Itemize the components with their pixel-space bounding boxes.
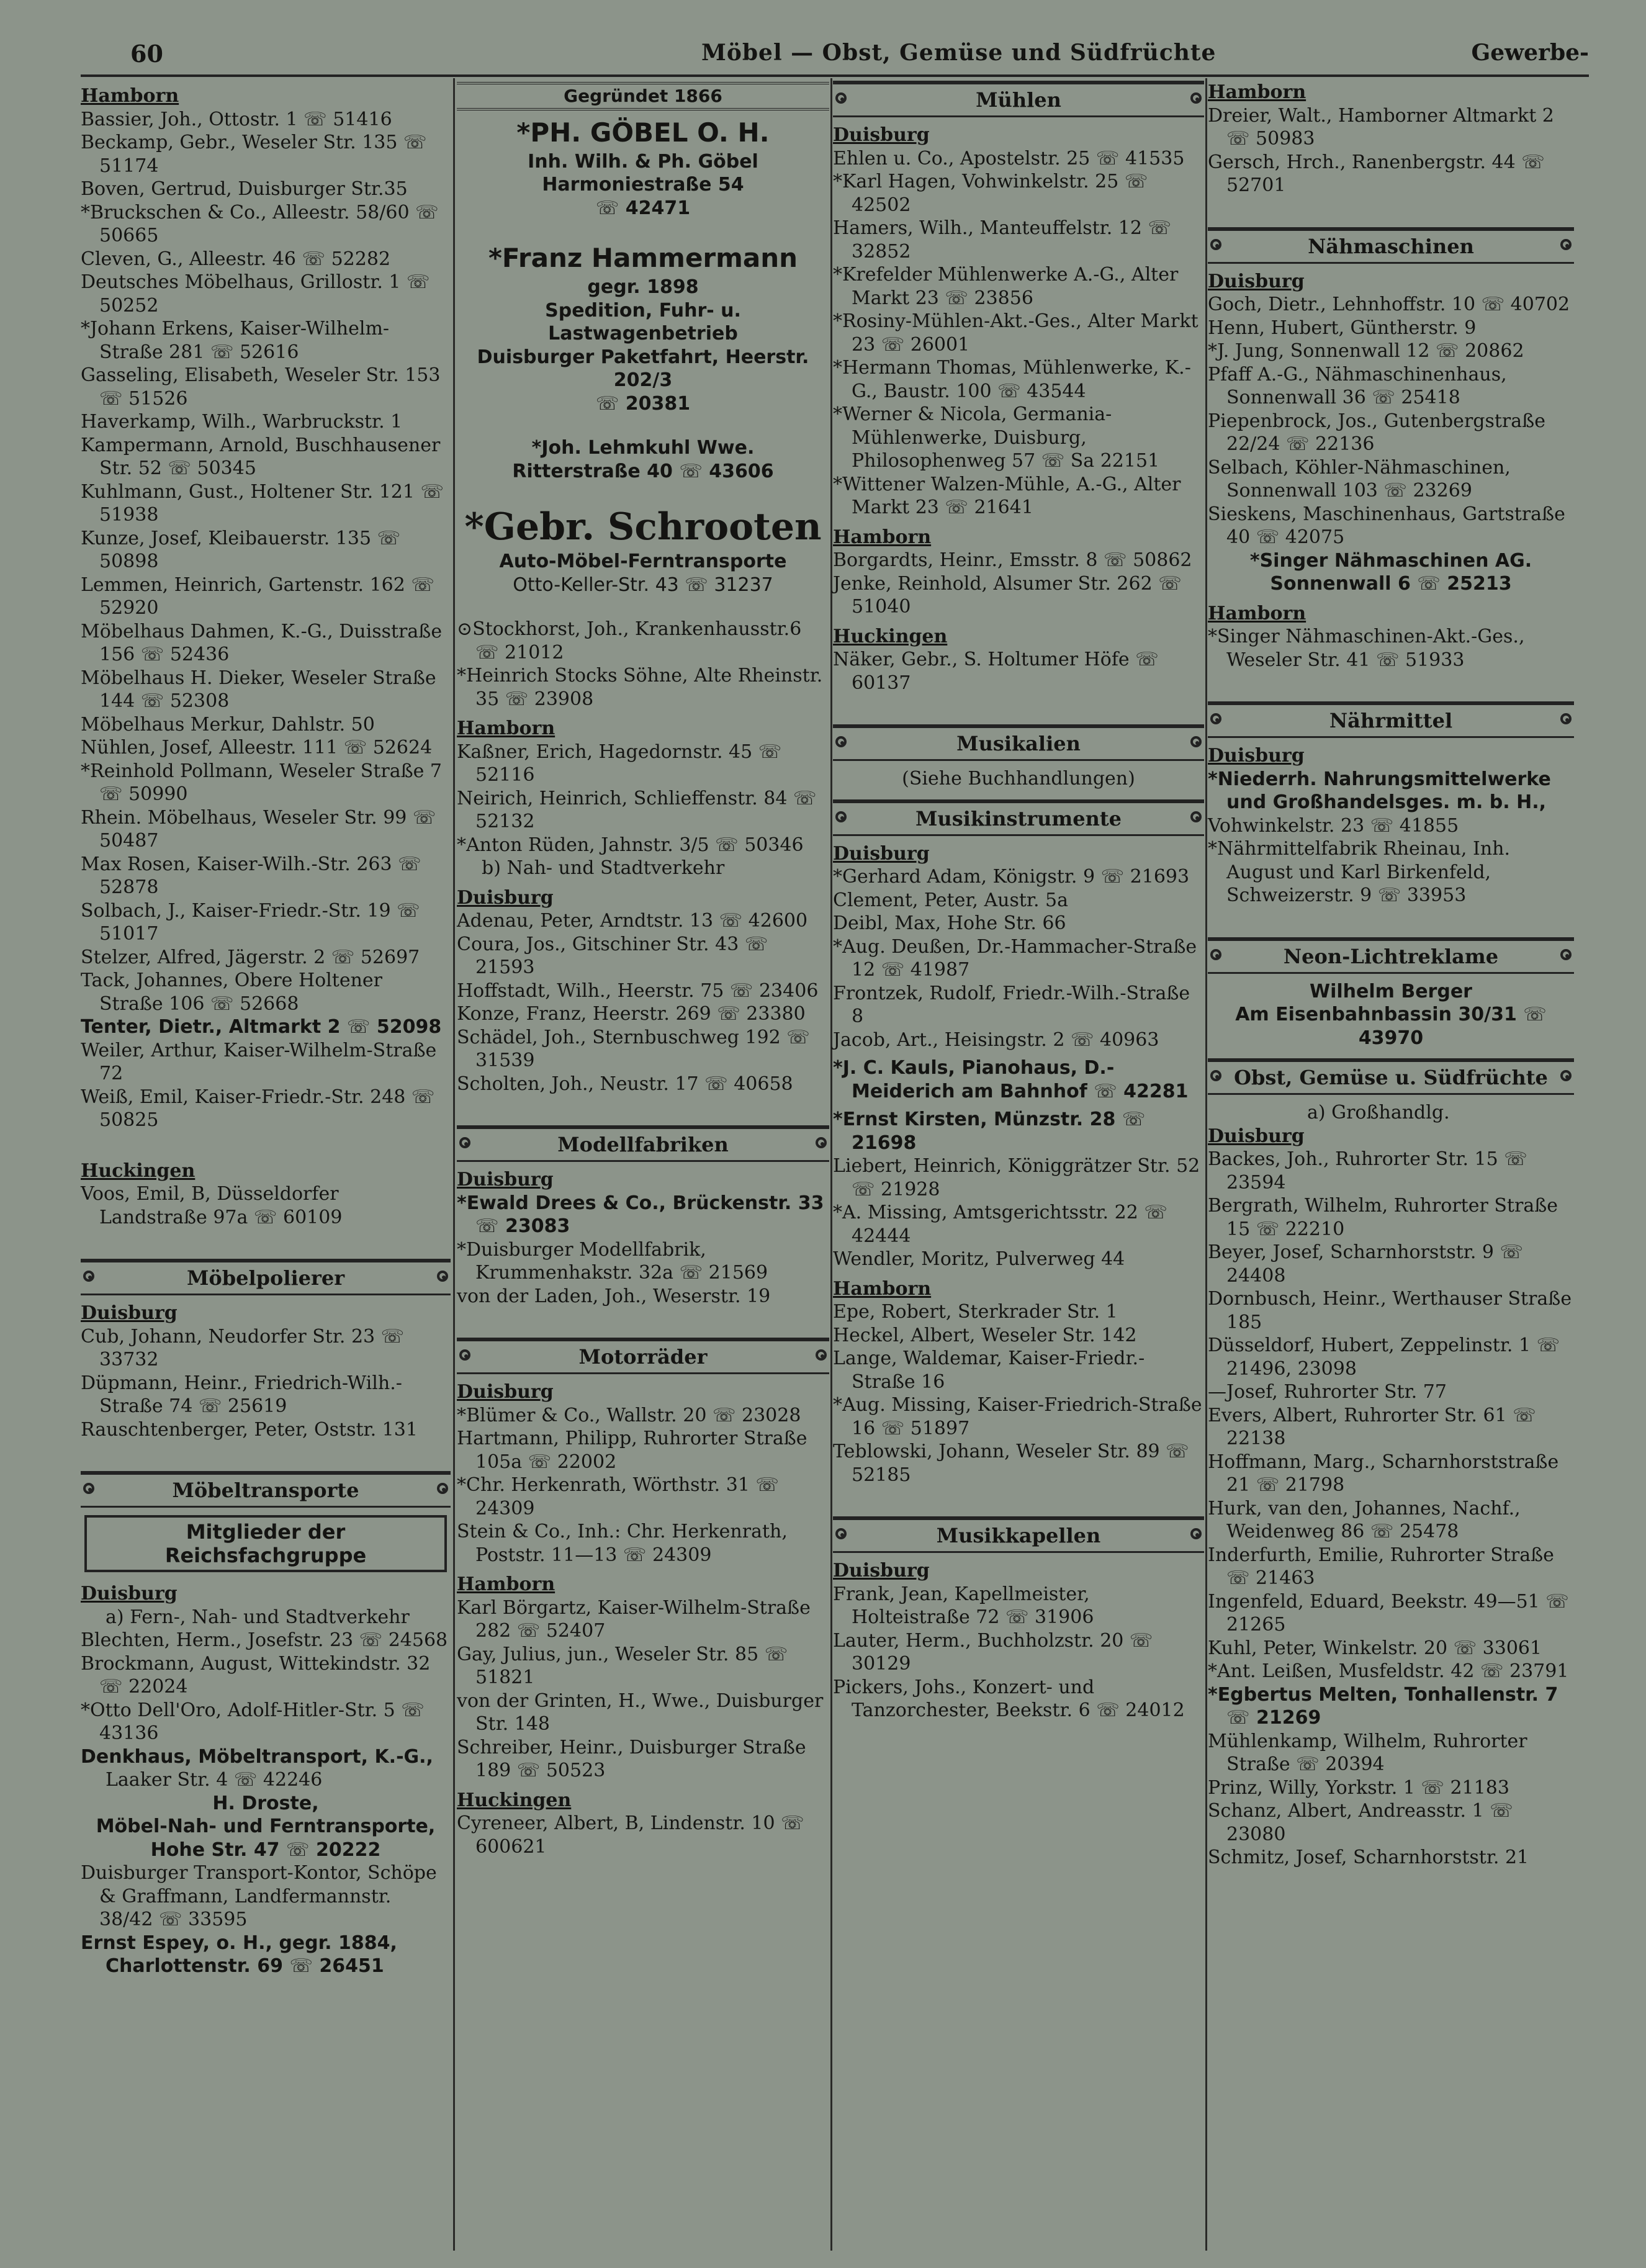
directory-entry: Hoffmann, Marg., Scharnhorststraße 21 ☏ 21798 bbox=[1208, 1451, 1559, 1496]
directory-entry: Rhein. Möbelhaus, Weseler Str. 99 ☏ 50487 bbox=[81, 806, 436, 852]
ad-lehmkuhl bbox=[457, 436, 829, 483]
entry-list bbox=[457, 618, 829, 711]
bullet-ring-icon bbox=[1560, 713, 1572, 724]
bullet-ring-icon bbox=[1560, 1070, 1572, 1081]
directory-entry: —Josef, Ruhrorter Str. 77 bbox=[1208, 1381, 1447, 1403]
ad-line: ☏ 20381 bbox=[595, 392, 691, 415]
entry-list bbox=[457, 1404, 829, 1567]
directory-entry: Kuhlmann, Gust., Holtener Str. 121 ☏ 51938 bbox=[81, 480, 444, 526]
directory-entry: Konze, Franz, Heerstr. 269 ☏ 23380 bbox=[457, 1003, 806, 1025]
entry-list bbox=[1208, 293, 1574, 549]
directory-entry: Haverkamp, Wilh., Warbruckstr. 1 bbox=[81, 411, 403, 433]
directory-entry: Cub, Johann, Neudorfer Str. 23 ☏ 33732 bbox=[81, 1325, 405, 1370]
directory-entry: Kampermann, Arnold, Buschhausener Str. 52 ☏ 50345 bbox=[81, 434, 441, 479]
section-heading: Möbeltransporte bbox=[81, 1471, 451, 1508]
directory-entry: Kaßner, Erich, Hagedornstr. 45 ☏ 52116 bbox=[457, 740, 782, 786]
city-heading: Hamborn bbox=[1208, 602, 1306, 624]
ad-line: Ritterstraße 40 ☏ 43606 bbox=[512, 460, 774, 482]
city-heading: Duisburg bbox=[81, 1583, 178, 1604]
directory-entry: Hartmann, Philipp, Ruhrorter Straße 105a ☏ 22002 bbox=[457, 1428, 807, 1473]
city-heading: Duisburg bbox=[1208, 1125, 1305, 1147]
directory-entry: Solbach, J., Kaiser-Friedr.-Str. 19 ☏ 51017 bbox=[81, 899, 420, 945]
entry-list bbox=[1208, 104, 1574, 197]
entry-list bbox=[833, 648, 1204, 695]
directory-entry: Jenke, Reinhold, Alsumer Str. 262 ☏ 51040 bbox=[833, 572, 1182, 618]
ad-line: Sonnenwall 6 ☏ 25213 bbox=[1270, 573, 1512, 595]
bullet-ring-icon bbox=[83, 1483, 94, 1494]
directory-entry: Düsseldorf, Hubert, Zeppelinstr. 1 ☏ 21496, 23098 bbox=[1208, 1334, 1560, 1380]
bullet-ring-icon bbox=[1190, 1528, 1202, 1539]
entry-list bbox=[457, 1238, 829, 1308]
entry-list bbox=[1208, 1730, 1574, 1870]
directory-entry: Schädel, Joh., Sternbuschweg 192 ☏ 31539 bbox=[457, 1026, 810, 1071]
section-heading: Neon-Lichtreklame bbox=[1208, 937, 1574, 974]
bullet-ring-icon bbox=[835, 1528, 847, 1539]
directory-entry: von der Laden, Joh., Weserstr. 19 bbox=[457, 1285, 771, 1307]
directory-entry: Beckamp, Gebr., Weseler Str. 135 ☏ 51174 bbox=[81, 132, 427, 177]
bullet-ring-icon bbox=[816, 1349, 827, 1361]
section-heading: Musikalien bbox=[833, 724, 1204, 761]
entry-list bbox=[81, 108, 451, 1016]
entry-bold: *Ewald Drees & Co., Brückenstr. 33 ☏ 23083 bbox=[457, 1192, 824, 1237]
ad-title: *PH. GÖBEL O. H. bbox=[516, 117, 770, 148]
city-heading: Hamborn bbox=[81, 85, 179, 107]
ad-line: Inh. Wilh. & Ph. Göbel bbox=[528, 150, 758, 173]
entry-list bbox=[833, 1154, 1204, 1271]
city-heading: Hamborn bbox=[1208, 81, 1306, 103]
subsection-heading: a) Fern-, Nah- und Stadtverkehr bbox=[106, 1606, 410, 1628]
bullet-ring-icon bbox=[816, 1137, 827, 1148]
directory-entry: Inderfurth, Emilie, Ruhrorter Straße ☏ 21463 bbox=[1208, 1544, 1554, 1589]
directory-entry: Stein & Co., Inh.: Chr. Herkenrath, Poststr. 11—13 ☏ 24309 bbox=[457, 1521, 788, 1566]
directory-entry: Piepenbrock, Jos., Gutenbergstraße 22/24 ☏ 22136 bbox=[1208, 410, 1545, 455]
directory-entry: Goch, Dietr., Lehnhoffstr. 10 ☏ 40702 bbox=[1208, 294, 1570, 315]
directory-entry: Frank, Jean, Kapellmeister, Holteistraße 72 ☏ 31906 bbox=[833, 1583, 1094, 1628]
bullet-ring-icon bbox=[437, 1271, 448, 1282]
directory-entry: Hoffstadt, Wilh., Heerstr. 75 ☏ 23406 bbox=[457, 979, 819, 1002]
directory-entry: *Nährmittelfabrik Rheinau, Inh. August und Karl Birkenfeld, Schweizerstr. 9 ☏ 33953 bbox=[1208, 838, 1511, 906]
bullet-ring-icon bbox=[83, 1271, 94, 1282]
city-heading: Duisburg bbox=[833, 842, 930, 865]
ad-schrooten bbox=[457, 504, 829, 596]
directory-entry: *Hermann Thomas, Mühlenwerke, K.-G., Baustr. 100 ☏ 43544 bbox=[833, 357, 1191, 402]
directory-entry: *A. Missing, Amtsgerichtsstr. 22 ☏ 42444 bbox=[833, 1202, 1167, 1247]
directory-entry: Sieskens, Maschinenhaus, Gartstraße 40 ☏ 42075 bbox=[1208, 503, 1565, 548]
directory-entry: Dornbusch, Heinr., Werthauser Straße 185 bbox=[1208, 1288, 1572, 1333]
directory-entry: *Aug. Missing, Kaiser-Friedrich-Straße 16 ☏ 51897 bbox=[833, 1394, 1202, 1439]
bullet-ring-icon bbox=[1190, 736, 1202, 747]
directory-entry: Pfaff A.-G., Nähmaschinenhaus, Sonnenwall 36 ☏ 25418 bbox=[1208, 363, 1507, 408]
bullet-ring-icon bbox=[1560, 239, 1572, 250]
ad-line: Möbel-Nah- und Ferntransporte, bbox=[96, 1816, 436, 1837]
city-heading: Duisburg bbox=[457, 1381, 554, 1403]
entry-bold: *Niederrh. Nahrungsmittelwerke und Großhandelsges. m. b. H., bbox=[1208, 768, 1551, 813]
directory-entry: Ingenfeld, Eduard, Beekstr. 49—51 ☏ 21265 bbox=[1208, 1590, 1569, 1636]
city-heading: Duisburg bbox=[81, 1302, 178, 1324]
directory-entry: Selbach, Köhler-Nähmaschinen, Sonnenwall 103 ☏ 23269 bbox=[1208, 456, 1511, 502]
bullet-ring-icon bbox=[835, 811, 847, 822]
directory-entry: Wendler, Moritz, Pulverweg 44 bbox=[833, 1248, 1125, 1270]
entry-list bbox=[81, 1039, 451, 1132]
directory-entry: Deibl, Max, Hohe Str. 66 bbox=[833, 912, 1066, 934]
directory-entry: Clement, Peter, Austr. 5a bbox=[833, 889, 1068, 911]
city-heading: Huckingen bbox=[833, 625, 948, 647]
entry-list bbox=[457, 1596, 829, 1783]
directory-entry: Boven, Gertrud, Duisburger Str.35 bbox=[81, 178, 408, 200]
directory-entry: Liebert, Heinrich, Königgrätzer Str. 52 ☏ 21928 bbox=[833, 1155, 1200, 1200]
ad-hammermann bbox=[457, 241, 829, 415]
cross-reference: (Siehe Buchhandlungen) bbox=[902, 768, 1135, 790]
directory-entry: *Rosiny-Mühlen-Akt.-Ges., Alter Markt 23 ☏ 26001 bbox=[833, 310, 1199, 356]
directory-entry: *Reinhold Pollmann, Weseler Straße 7 ☏ 50990 bbox=[81, 760, 443, 805]
directory-entry: Cleven, G., Alleestr. 46 ☏ 52282 bbox=[81, 248, 391, 270]
entry-bold: Charlottenstr. 69 ☏ 26451 bbox=[106, 1955, 384, 1977]
directory-entry: Henn, Hubert, Güntherstr. 9 bbox=[1208, 317, 1477, 339]
directory-entry: Weiler, Arthur, Kaiser-Wilhelm-Straße 72 bbox=[81, 1039, 437, 1084]
entry-list bbox=[81, 1629, 451, 1745]
directory-entry: Jacob, Art., Heisingstr. 2 ☏ 40963 bbox=[833, 1028, 1159, 1051]
entry-list bbox=[833, 1583, 1204, 1722]
section-heading: Möbelpolierer bbox=[81, 1259, 451, 1295]
directory-entry: *Anton Rüden, Jahnstr. 3/5 ☏ 50346 bbox=[457, 834, 804, 856]
entry-bold: Tenter, Dietr., Altmarkt 2 ☏ 52098 bbox=[81, 1016, 442, 1038]
city-heading: Duisburg bbox=[457, 1169, 554, 1190]
founded-banner: Gegründet 1866 bbox=[457, 82, 829, 110]
directory-entry: Mühlenkamp, Wilhelm, Ruhrorter Straße ☏ 20394 bbox=[1208, 1730, 1527, 1775]
directory-entry: *Duisburger Modellfabrik, Krummenhakstr. 32a ☏ 21569 bbox=[457, 1238, 768, 1284]
directory-entry: Ehlen u. Co., Apostelstr. 25 ☏ 41535 bbox=[833, 147, 1185, 169]
directory-entry: Coura, Jos., Gitschiner Str. 43 ☏ 21593 bbox=[457, 933, 768, 978]
directory-entry: *Blümer & Co., Wallstr. 20 ☏ 23028 bbox=[457, 1404, 801, 1426]
ad-title: *Gebr. Schrooten bbox=[464, 505, 822, 549]
city-heading: Hamborn bbox=[833, 526, 932, 548]
bullet-ring-icon bbox=[1210, 239, 1221, 250]
entry-list bbox=[833, 147, 1204, 520]
directory-entry: *Ant. Leißen, Musfeldstr. 42 ☏ 23791 bbox=[1208, 1660, 1569, 1682]
directory-entry: Adenau, Peter, Arndtstr. 13 ☏ 42600 bbox=[457, 910, 808, 932]
ad-line: Am Eisenbahnbassin 30/31 ☏ 43970 bbox=[1235, 1004, 1547, 1049]
directory-entry: *Bruckschen & Co., Alleestr. 58/60 ☏ 50665 bbox=[81, 201, 439, 246]
ad-line: *Singer Nähmaschinen AG. bbox=[1249, 549, 1532, 572]
city-heading: Hamborn bbox=[457, 718, 555, 739]
directory-entry: Lemmen, Heinrich, Gartenstr. 162 ☏ 52920 bbox=[81, 574, 434, 619]
city-heading: Huckingen bbox=[81, 1159, 196, 1182]
entry-bold: *J. C. Kauls, Pianohaus, D.-Meiderich am Bahnhof ☏ 42281 bbox=[833, 1057, 1189, 1102]
city-heading: Duisburg bbox=[833, 1560, 930, 1582]
entry-list bbox=[81, 1861, 451, 1932]
directory-entry: Duisburger Transport-Kontor, Schöpe & Graffmann, Landfermannstr. 38/42 ☏ 33595 bbox=[81, 1862, 437, 1930]
bullet-ring-icon bbox=[1190, 811, 1202, 822]
directory-entry: Rauschtenberger, Peter, Oststr. 131 bbox=[81, 1418, 418, 1441]
section-heading: Mühlen bbox=[833, 81, 1204, 117]
bullet-ring-icon bbox=[1560, 949, 1572, 960]
entry-list bbox=[833, 549, 1204, 619]
directory-entry: Voos, Emil, B, Düsseldorfer Landstraße 97a ☏ 60109 bbox=[81, 1183, 343, 1228]
entry-list bbox=[833, 865, 1204, 1051]
ad-line: H. Droste, bbox=[212, 1792, 319, 1814]
directory-entry: Stelzer, Alfred, Jägerstr. 2 ☏ 52697 bbox=[81, 946, 420, 968]
column-3 bbox=[833, 78, 1204, 1722]
city-heading: Duisburg bbox=[1208, 745, 1305, 767]
ad-line: Spedition, Fuhr- u. Lastwagenbetrieb bbox=[545, 299, 741, 344]
column-rule bbox=[453, 78, 455, 2251]
directory-entry: *Heinrich Stocks Söhne, Alte Rheinstr. 35 ☏ 23908 bbox=[457, 665, 823, 710]
directory-entry: Teblowski, Johann, Weseler Str. 89 ☏ 52185 bbox=[833, 1441, 1189, 1486]
directory-entry: Beyer, Josef, Scharnhorststr. 9 ☏ 24408 bbox=[1208, 1241, 1524, 1287]
directory-entry: Möbelhaus Merkur, Dahlstr. 50 bbox=[81, 713, 375, 736]
entry-bold: Ernst Espey, o. H., gegr. 1884, bbox=[81, 1932, 397, 1954]
directory-entry: Näker, Gebr., S. Holtumer Höfe ☏ 60137 bbox=[833, 649, 1159, 694]
bullet-ring-icon bbox=[459, 1137, 470, 1148]
section-heading: Nährmittel bbox=[1208, 701, 1574, 738]
directory-entry: Hurk, van den, Johannes, Nachf., Weidenweg 86 ☏ 25478 bbox=[1208, 1497, 1521, 1542]
subsection-heading: a) Großhandlg. bbox=[1307, 1102, 1450, 1123]
directory-entry: Bergrath, Wilhelm, Ruhrorter Straße 15 ☏ 22210 bbox=[1208, 1195, 1558, 1240]
directory-entry: Deutsches Möbelhaus, Grillostr. 1 ☏ 50252 bbox=[81, 271, 430, 317]
directory-entry: Kuhl, Peter, Winkelstr. 20 ☏ 33061 bbox=[1208, 1637, 1542, 1659]
directory-entry: Weiß, Emil, Kaiser-Friedr.-Str. 248 ☏ 50825 bbox=[81, 1086, 435, 1131]
entry-list bbox=[457, 909, 829, 1096]
subsection-heading: b) Nah- und Stadtverkehr bbox=[482, 857, 725, 879]
directory-entry: Tack, Johannes, Obere Holtener Straße 106 ☏ 52668 bbox=[81, 970, 383, 1015]
directory-entry: Düpmann, Heinr., Friedrich-Wilh.-Straße 74 ☏ 25619 bbox=[81, 1372, 402, 1417]
directory-entry: *Krefelder Mühlenwerke A.-G., Alter Markt 23 ☏ 23856 bbox=[833, 264, 1179, 309]
ad-line: Otto-Keller-Str. 43 ☏ 31237 bbox=[513, 574, 773, 596]
directory-entry: Max Rosen, Kaiser-Wilh.-Str. 263 ☏ 52878 bbox=[81, 853, 421, 898]
directory-entry: *Otto Dell'Oro, Adolf-Hitler-Str. 5 ☏ 43136 bbox=[81, 1699, 425, 1744]
section-heading: Musikinstrumente bbox=[833, 799, 1204, 836]
column-2 bbox=[457, 78, 829, 1858]
ad-line: Hohe Str. 47 ☏ 20222 bbox=[150, 1838, 381, 1861]
entry-list bbox=[833, 1300, 1204, 1487]
directory-entry: Brockmann, August, Wittekindstr. 32 ☏ 22024 bbox=[81, 1652, 431, 1698]
directory-entry: Lauter, Herm., Buchholzstr. 20 ☏ 30129 bbox=[833, 1629, 1153, 1675]
column-rule bbox=[830, 78, 832, 2251]
bullet-ring-icon bbox=[1210, 1070, 1221, 1081]
page-title: Möbel — Obst, Gemüse und Südfrüchte bbox=[701, 40, 1217, 66]
city-heading: Duisburg bbox=[457, 886, 554, 909]
entry-list bbox=[1208, 814, 1574, 907]
column-4 bbox=[1208, 78, 1574, 1870]
ad-line: gegr. 1898 bbox=[587, 276, 699, 298]
ad-line: Duisburger Paketfahrt, Heerstr. 202/3 bbox=[477, 346, 809, 391]
membership-box: Mitglieder der Reichsfachgruppe bbox=[84, 1515, 447, 1572]
entry-list bbox=[457, 1812, 829, 1858]
directory-entry: Hamers, Wilh., Manteuffelstr. 12 ☏ 32852 bbox=[833, 217, 1171, 263]
directory-entry: Möbelhaus Dahmen, K.-G., Duisstraße 156 ☏ 52436 bbox=[81, 620, 443, 665]
bullet-ring-icon bbox=[1210, 949, 1221, 960]
directory-entry: Kunze, Josef, Kleibauerstr. 135 ☏ 50898 bbox=[81, 527, 401, 572]
directory-entry: Karl Börgartz, Kaiser-Wilhelm-Straße 282 ☏ 52407 bbox=[457, 1596, 811, 1642]
directory-entry: Prinz, Willy, Yorkstr. 1 ☏ 21183 bbox=[1208, 1776, 1509, 1799]
bullet-ring-icon bbox=[459, 1349, 470, 1361]
directory-entry: Gersch, Hrch., Ranenbergstr. 44 ☏ 52701 bbox=[1208, 151, 1545, 196]
city-heading: Duisburg bbox=[1208, 270, 1305, 292]
entry: Laaker Str. 4 ☏ 42246 bbox=[106, 1769, 323, 1791]
ad-line: Harmoniestraße 54 bbox=[542, 174, 744, 196]
directory-entry: Nühlen, Josef, Alleestr. 111 ☏ 52624 bbox=[81, 737, 433, 758]
entry-bold: *Ernst Kirsten, Münzstr. 28 ☏ 21698 bbox=[833, 1109, 1146, 1154]
directory-entry: Backes, Joh., Ruhrorter Str. 15 ☏ 23594 bbox=[1208, 1148, 1527, 1194]
entry-list bbox=[81, 1325, 451, 1442]
directory-entry: Cyreneer, Albert, B, Lindenstr. 10 ☏ 600621 bbox=[457, 1812, 804, 1858]
directory-entry: Blechten, Herm., Josefstr. 23 ☏ 24568 bbox=[81, 1629, 448, 1651]
ad-line: *Joh. Lehmkuhl Wwe. bbox=[531, 437, 755, 459]
ad-goebel bbox=[457, 115, 829, 220]
city-heading: Hamborn bbox=[457, 1573, 555, 1595]
directory-entry: Schanz, Albert, Andreasstr. 1 ☏ 23080 bbox=[1208, 1800, 1513, 1845]
directory-entry: Scholten, Joh., Neustr. 17 ☏ 40658 bbox=[457, 1073, 793, 1095]
bullet-ring-icon bbox=[835, 92, 847, 104]
running-head: Gewerbe- bbox=[1471, 40, 1589, 66]
directory-entry: Dreier, Walt., Hamborner Altmarkt 2 ☏ 50983 bbox=[1208, 104, 1554, 150]
entry-list bbox=[81, 1182, 451, 1229]
entry-bold: Denkhaus, Möbeltransport, K.-G., bbox=[81, 1745, 433, 1768]
directory-entry: *Johann Erkens, Kaiser-Wilhelm-Straße 281 ☏ 52616 bbox=[81, 318, 390, 363]
city-heading: Huckingen bbox=[457, 1789, 572, 1811]
directory-entry: Möbelhaus H. Dieker, Weseler Straße 144 ☏ 52308 bbox=[81, 667, 436, 712]
section-heading: Nähmaschinen bbox=[1208, 227, 1574, 264]
bullet-ring-icon bbox=[835, 736, 847, 747]
directory-entry: *Gerhard Adam, Königstr. 9 ☏ 21693 bbox=[833, 866, 1190, 888]
directory-entry: Pickers, Johs., Konzert- und Tanzorchester, Beekstr. 6 ☏ 24012 bbox=[833, 1676, 1185, 1721]
column-1 bbox=[81, 78, 451, 1978]
column-rule bbox=[1205, 78, 1207, 2251]
bullet-ring-icon bbox=[437, 1483, 448, 1494]
city-heading: Hamborn bbox=[833, 1277, 932, 1300]
city-heading: Duisburg bbox=[833, 124, 930, 146]
directory-entry: ⊙Stockhorst, Joh., Krankenhausstr.6 ☏ 21012 bbox=[457, 618, 802, 664]
directory-entry: *Chr. Herkenrath, Wörthstr. 31 ☏ 24309 bbox=[457, 1474, 779, 1519]
directory-entry: Gay, Julius, jun., Weseler Str. 85 ☏ 51821 bbox=[457, 1643, 788, 1688]
page-header bbox=[81, 40, 1589, 77]
directory-entry: *Singer Nähmaschinen-Akt.-Ges., Weseler Str. 41 ☏ 51933 bbox=[1208, 626, 1525, 671]
directory-entry: Borgardts, Heinr., Emsstr. 8 ☏ 50862 bbox=[833, 549, 1192, 571]
directory-entry: Bassier, Joh., Ottostr. 1 ☏ 51416 bbox=[81, 108, 392, 130]
directory-entry: von der Grinten, H., Wwe., Duisburger Str. 148 bbox=[457, 1690, 824, 1735]
bullet-ring-icon bbox=[1190, 92, 1202, 104]
directory-entry: *Karl Hagen, Vohwinkelstr. 25 ☏ 42502 bbox=[833, 171, 1148, 216]
directory-entry: Frontzek, Rudolf, Friedr.-Wilh.-Straße 8 bbox=[833, 982, 1190, 1027]
directory-entry: Schreiber, Heinr., Duisburger Straße 189 ☏ 50523 bbox=[457, 1736, 806, 1781]
directory-entry: Heckel, Albert, Weseler Str. 142 bbox=[833, 1324, 1137, 1346]
directory-entry: Epe, Robert, Sterkrader Str. 1 bbox=[833, 1301, 1118, 1323]
directory-entry: *Wittener Walzen-Mühle, A.-G., Alter Markt 23 ☏ 21641 bbox=[833, 473, 1181, 518]
entry-list bbox=[457, 740, 829, 857]
directory-entry: *Werner & Nicola, Germania-Mühlenwerke, Duisburg, Philosophenweg 57 ☏ Sa 22151 bbox=[833, 403, 1160, 472]
directory-entry: Evers, Albert, Ruhrorter Str. 61 ☏ 22138 bbox=[1208, 1404, 1536, 1449]
page-number: 60 bbox=[130, 40, 163, 68]
directory-entry: Lange, Waldemar, Kaiser-Friedr.-Straße 16 bbox=[833, 1348, 1145, 1393]
entry-list bbox=[1208, 1148, 1574, 1683]
entry-list bbox=[1208, 625, 1574, 672]
directory-entry: *J. Jung, Sonnenwall 12 ☏ 20862 bbox=[1208, 340, 1524, 362]
section-heading: Musikkapellen bbox=[833, 1516, 1204, 1553]
ad-title: *Franz Hammermann bbox=[488, 243, 798, 273]
directory-entry: Vohwinkelstr. 23 ☏ 41855 bbox=[1208, 814, 1459, 837]
directory-entry: *Aug. Deußen, Dr.-Hammacher-Straße 12 ☏ 41987 bbox=[833, 935, 1197, 981]
directory-entry: Gasseling, Elisabeth, Weseler Str. 153 ☏ 51526 bbox=[81, 364, 441, 410]
ad-line: Wilhelm Berger bbox=[1310, 980, 1472, 1002]
directory-entry: Neirich, Heinrich, Schlieffenstr. 84 ☏ 52132 bbox=[457, 787, 817, 832]
entry-bold: *Egbertus Melten, Tonhallenstr. 7 ☏ 21269 bbox=[1208, 1683, 1558, 1729]
section-heading: Modellfabriken bbox=[457, 1125, 829, 1162]
ad-line: Auto-Möbel-Ferntransporte bbox=[499, 551, 787, 572]
section-heading: Obst, Gemüse u. Südfrüchte bbox=[1208, 1058, 1574, 1095]
bullet-ring-icon bbox=[1210, 713, 1221, 724]
directory-entry: Schmitz, Josef, Scharnhorststr. 21 bbox=[1208, 1847, 1529, 1868]
section-heading: Motorräder bbox=[457, 1338, 829, 1374]
ad-line: ☏ 42471 bbox=[595, 197, 691, 219]
